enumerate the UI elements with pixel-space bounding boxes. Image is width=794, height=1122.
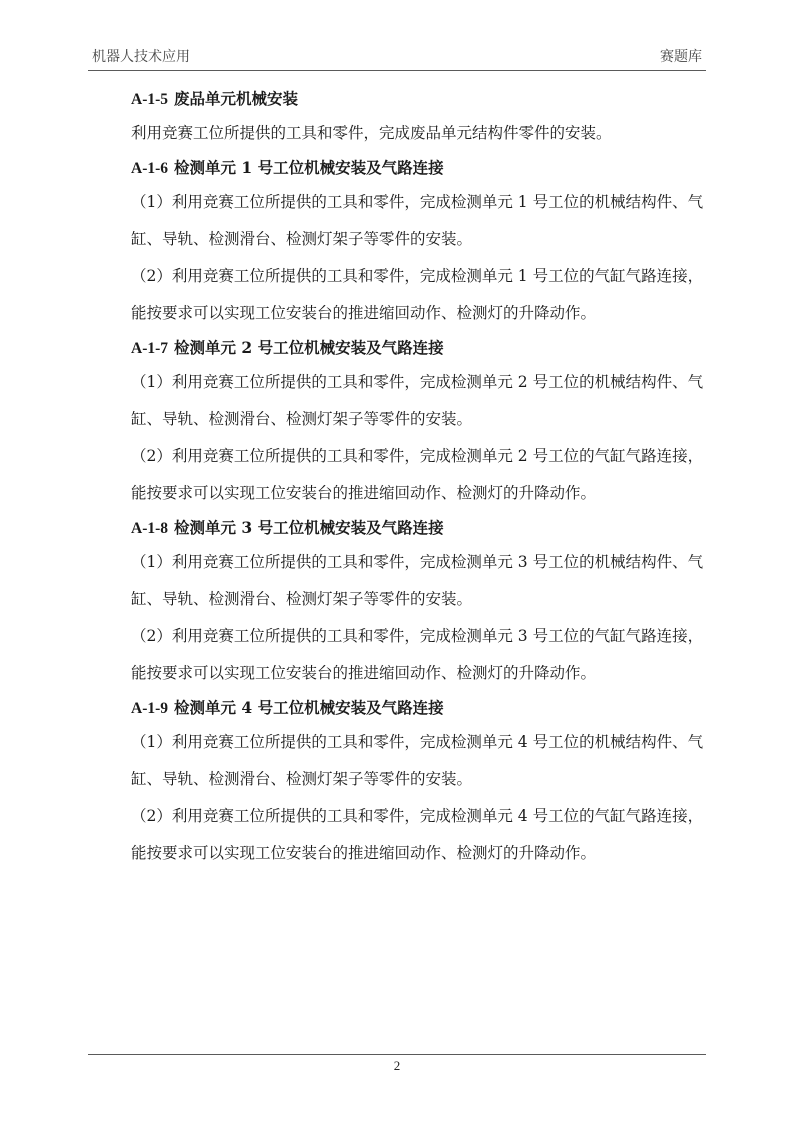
page-header: [88, 40, 706, 71]
footer-rule: [88, 1054, 706, 1055]
section-a-1-9: [131, 692, 709, 872]
section-title: 检测单元 3 号工位机械安装及气路连接: [174, 518, 444, 537]
paragraph: 利用竞赛工位所提供的工具和零件，完成废品单元结构件零件的安装。: [131, 124, 612, 142]
section-heading: [131, 83, 709, 115]
section-heading: [131, 332, 709, 364]
paragraph: （2）利用竞赛工位所提供的工具和零件，完成检测单元 2 号工位的气缸气路连接，能按要求可以实现工位安装台的推进缩回动作、检测灯的升降动作。: [131, 447, 704, 502]
section-a-1-6: [131, 152, 709, 332]
paragraph: （1）利用竞赛工位所提供的工具和零件，完成检测单元 4 号工位的机械结构件、气缸、导轨、检测滑台、检测灯架子等零件的安装。: [131, 733, 704, 788]
section-title: 检测单元 4 号工位机械安装及气路连接: [174, 698, 444, 717]
section-title: 废品单元机械安装: [174, 89, 299, 108]
section-code: A-1-8: [131, 520, 169, 537]
section-title: 检测单元 2 号工位机械安装及气路连接: [174, 338, 444, 357]
paragraph: （2）利用竞赛工位所提供的工具和零件，完成检测单元 4 号工位的气缸气路连接，能按要求可以实现工位安装台的推进缩回动作、检测灯的升降动作。: [131, 807, 704, 862]
section-code: A-1-5: [131, 91, 169, 108]
paragraph: （1）利用竞赛工位所提供的工具和零件，完成检测单元 1 号工位的机械结构件、气缸、导轨、检测滑台、检测灯架子等零件的安装。: [131, 193, 704, 248]
section-code: A-1-7: [131, 340, 169, 357]
section-heading: [131, 692, 709, 724]
paragraph: （1）利用竞赛工位所提供的工具和零件，完成检测单元 3 号工位的机械结构件、气缸、导轨、检测滑台、检测灯架子等零件的安装。: [131, 553, 704, 608]
section-a-1-8: [131, 512, 709, 692]
section-heading: [131, 152, 709, 184]
section-a-1-7: [131, 332, 709, 512]
page-number: 2: [393, 1058, 401, 1073]
header-section-label: 赛题库: [660, 49, 702, 65]
section-title: 检测单元 1 号工位机械安装及气路连接: [174, 158, 444, 177]
paragraph: （2）利用竞赛工位所提供的工具和零件，完成检测单元 3 号工位的气缸气路连接，能按要求可以实现工位安装台的推进缩回动作、检测灯的升降动作。: [131, 627, 704, 682]
section-code: A-1-6: [131, 160, 169, 177]
header-document-title: 机器人技术应用: [92, 49, 190, 65]
paragraph: （1）利用竞赛工位所提供的工具和零件，完成检测单元 2 号工位的机械结构件、气缸、导轨、检测滑台、检测灯架子等零件的安装。: [131, 373, 704, 428]
section-heading: [131, 512, 709, 544]
section-a-1-5: [131, 83, 709, 152]
section-code: A-1-9: [131, 700, 169, 717]
paragraph: （2）利用竞赛工位所提供的工具和零件，完成检测单元 1 号工位的气缸气路连接，能按要求可以实现工位安装台的推进缩回动作、检测灯的升降动作。: [131, 267, 704, 322]
document-body: [131, 83, 709, 872]
